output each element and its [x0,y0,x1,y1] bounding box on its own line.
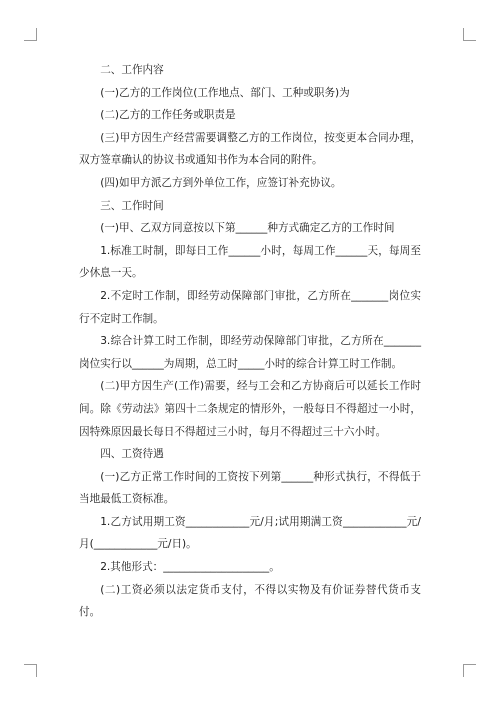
paragraph: 1.标准工时制，即每日工作______小时，每周工作______天，每周至少休息一天。 [79,244,421,280]
paragraph: 2.其他形式：____________________。 [100,561,280,574]
paragraph: (一)乙方正常工作时间的工资按下列第______种形式执行，不得低于当地最低工资标准。 [79,470,421,506]
crop-mark-bottom-left [24,664,37,677]
paragraph: (一)乙方的工作岗位(工作地点、部门、工种或职务)为 [100,86,350,99]
paragraph: 2.不定时工作制，即经劳动保障部门审批，乙方所在_______岗位实行不定时工作制。 [79,289,421,325]
crop-mark-bottom-right [463,664,476,677]
paragraph: 3.综合计算工时工作制，即经劳动保障部门审批，乙方所在_______岗位实行以______为周期，总工时_____小时的综合计算工时工作制。 [79,335,421,370]
section-heading-wages: 四、工资待遇 [100,448,164,461]
document-body [79,59,421,624]
section-heading-work-content: 二、工作内容 [100,64,164,76]
paragraph: (二)乙方的工作任务或职责是 [100,109,236,122]
section-heading-work-hours: 三、工作时间 [100,199,164,212]
paragraph: 1.乙方试用期工资____________元/月;试用期满工资____________元/月(____________元/日)。 [79,515,421,551]
crop-mark-top-right [463,28,476,41]
crop-mark-top-left [24,28,37,41]
paragraph: (三)甲方因生产经营需要调整乙方的工作岗位，按变更本合同办理，双方签章确认的协议书或通知书作为本合同的附件。 [79,131,421,167]
paragraph: (二)甲方因生产(工作)需要，经与工会和乙方协商后可以延长工作时间。除《劳动法》第四十二条规定的情形外，一般每日不得超过一小时，因特殊原因最长每日不得超过三小时，每月不得超过三十六小时。 [79,380,421,438]
paragraph: (四)如甲方派乙方到外单位工作，应签订补充协议。 [100,176,342,189]
paragraph: (一)甲、乙双方同意按以下第______种方式确定乙方的工作时间 [100,222,395,235]
paragraph: (二)工资必须以法定货币支付，不得以实物及有价证券替代货币支付。 [79,583,421,619]
